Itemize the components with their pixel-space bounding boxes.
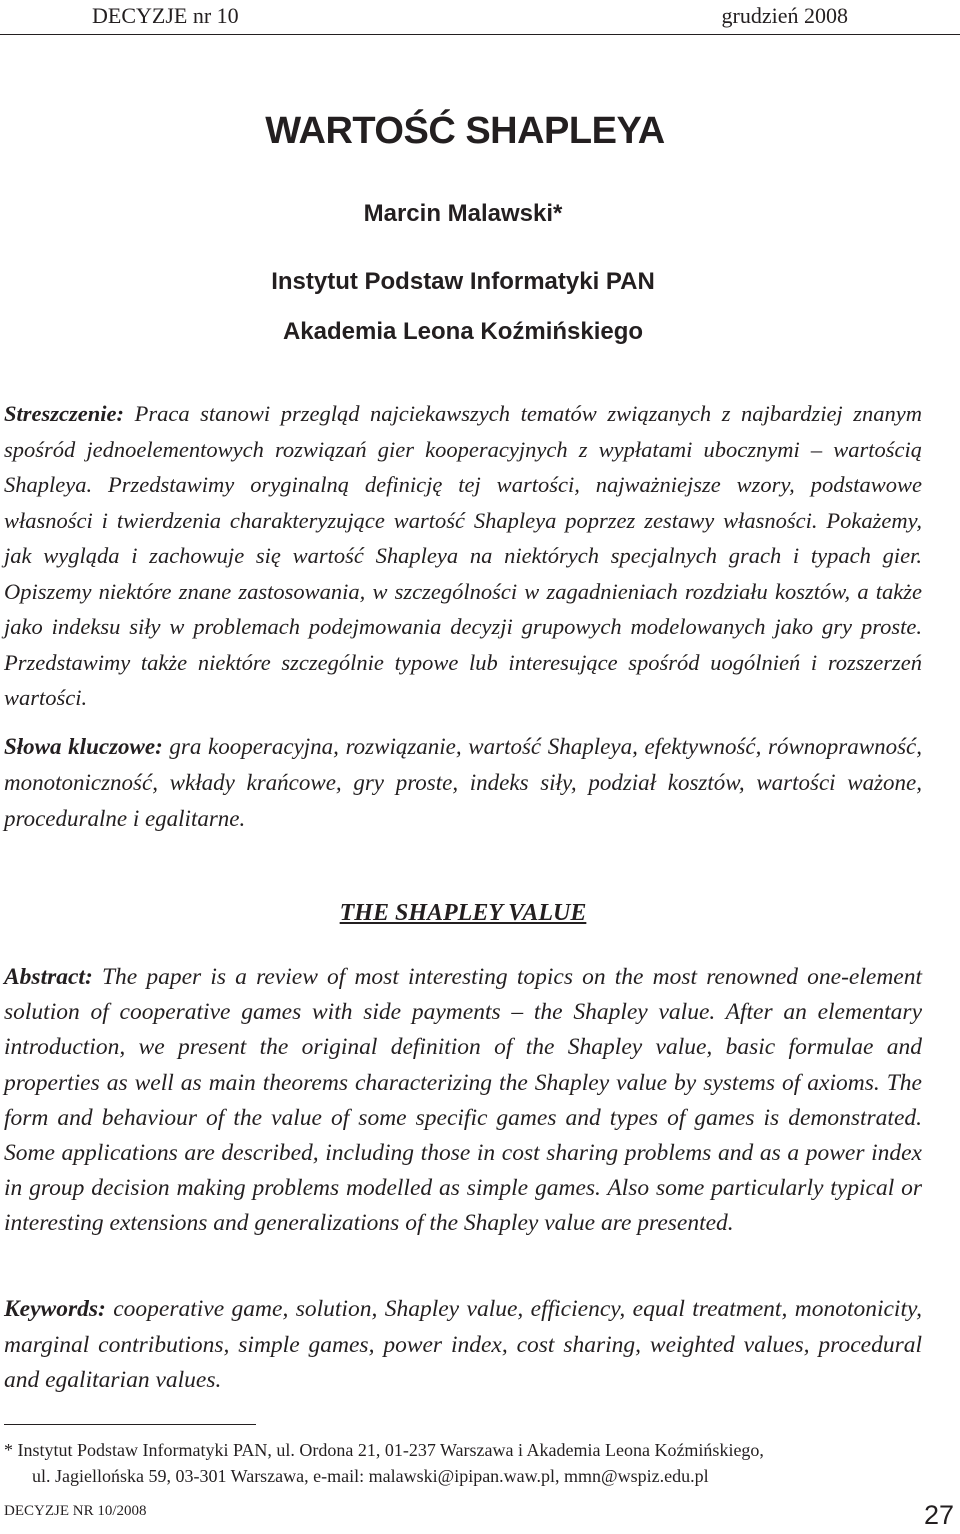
polish-keywords xyxy=(4,729,922,837)
running-header xyxy=(0,0,960,35)
affiliation-1: Instytut Podstaw Informatyki PAN xyxy=(271,268,655,295)
english-abstract xyxy=(4,960,922,1242)
english-keywords-label: Keywords: xyxy=(4,1296,106,1322)
issue-date: grudzień 2008 xyxy=(721,3,848,28)
english-keywords-text: cooperative game, solution, Shapley value, efficiency, equal treatment, monotonicity, marginal contributions, simple games, power index, cost sharing, weighted values, procedural and egalitarian values. xyxy=(4,1296,923,1393)
journal-name: DECYZJE nr 10 xyxy=(92,3,239,28)
polish-keywords-label: Słowa kluczowe: xyxy=(4,734,163,759)
polish-keywords-text: gra kooperacyjna, rozwiązanie, wartość Shapleya, efektywność, równoprawność, monotoniczność, wkłady krańcowe, gry proste, indeks siły, podział kosztów, wartości ważone, proceduralne i egalitarne. xyxy=(4,734,923,831)
footnote-divider xyxy=(4,1424,256,1425)
footnote-line-2: ul. Jagiellońska 59, 03-301 Warszawa, e-mail: malawski@ipipan.waw.pl, mmn@wspiz.edu.pl xyxy=(32,1466,709,1486)
footnote-line-1: * Instytut Podstaw Informatyki PAN, ul. Ordona 21, 01-237 Warszawa i Akademia Leona Koźmińskiego, xyxy=(4,1440,764,1460)
english-title: THE SHAPLEY VALUE xyxy=(339,900,587,926)
polish-abstract xyxy=(4,396,922,716)
polish-abstract-text: Praca stanowi przegląd najciekawszych tematów związanych z najbardziej znanym spośród jednoelementowych rozwiązań gier kooperacyjnych z wypłatami ubocznymi – wartością Shapleya. Przedstawimy oryginalną definicję tej wartości, najważniejsze wzory, podstawowe własności i twierdzenia charakteryzujące wartość Shapleya poprzez zestawy własności. Pokażemy, jak wygląda i zachowuje się wartość Shapleya na niektórych specjalnych grach i typach gier. Opiszemy niektóre znane zastosowania, w szczególności w zagadnieniach rozdziału kosztów, a także jako indeksu siły w problemach podejmowania decyzji grupowych modelowanych jako gry proste. Przedstawimy także niektóre szczególnie typowe lub interesujące spośród uogólnień i rozszerzeń wartości. xyxy=(4,401,922,710)
affiliation-2: Akademia Leona Koźmińskiego xyxy=(282,318,644,345)
polish-abstract-label: Streszczenie: xyxy=(4,401,124,426)
english-abstract-label: Abstract: xyxy=(4,964,93,990)
footer-journal: DECYZJE NR 10/2008 xyxy=(4,1503,147,1519)
english-keywords xyxy=(4,1292,922,1399)
english-abstract-text: The paper is a review of most interesting topics on the most renowned one-element solution of cooperative games with side payments – the Shapley value. After an elementary introduction, we present the original definition of the Shapley value, basic formulae and properties as well as main theorems characterizing the Shapley value by systems of axioms. The form and behaviour of the value of some specific games and types of games is demonstrated. Some applications are described, including those in cost sharing problems and as a power index in group decision making problems modelled as simple games. Also some particularly typical or interesting extensions and generalizations of the Shapley value are presented. xyxy=(4,964,923,1237)
footnote xyxy=(4,1437,904,1489)
paper-title: WARTOŚĆ SHAPLEYA xyxy=(265,110,665,152)
page-number: 27 xyxy=(923,1500,954,1530)
author-name: Marcin Malawski* xyxy=(363,200,563,227)
